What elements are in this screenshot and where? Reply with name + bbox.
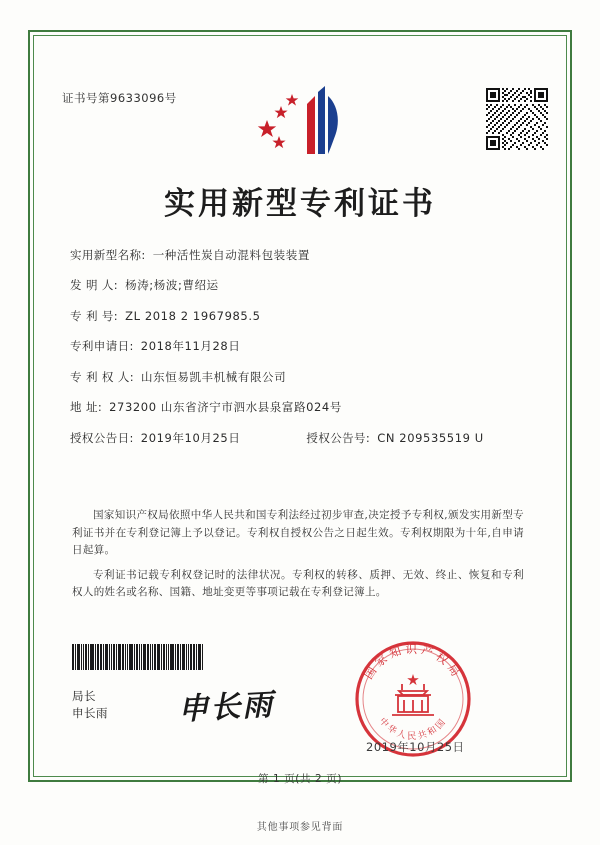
certificate-fields <box>70 248 532 461</box>
field-row-grant-announcement <box>70 431 532 446</box>
paragraph-1: 国家知识产权局依照中华人民共和国专利法经过初步审查,决定授予专利权,颁发实用新型专利证书并在专利登记簿上予以登记。专利权自授权公告之日起生效。专利权期限为十年,自申请日起算。 <box>72 509 524 556</box>
field-label: 地 址: <box>70 400 103 415</box>
director-name: 申长雨 <box>72 706 108 720</box>
field-label: 专 利 号: <box>70 308 119 323</box>
field-label-grant-date: 授权公告日: <box>70 430 134 445</box>
field-label: 发 明 人: <box>70 278 119 293</box>
field-row-address <box>70 400 532 415</box>
field-label: 专利申请日: <box>70 339 134 354</box>
field-label: 实用新型名称: <box>70 248 146 262</box>
qr-code-icon <box>486 88 548 150</box>
page-title: 实用新型专利证书 <box>164 186 436 222</box>
field-row-patent-number <box>70 309 532 324</box>
field-value: ZL 2018 2 1967985.5 <box>125 308 261 323</box>
field-row-patentee <box>70 370 532 385</box>
field-value: 一种活性炭自动混料包装装置 <box>152 248 310 262</box>
director-label: 局长 <box>72 689 96 703</box>
field-value-grant-date: 2019年10月25日 <box>140 430 241 445</box>
svg-text:国家知识产权局: 国家知识产权局 <box>361 642 465 682</box>
svg-text:中华人民共和国: 中华人民共和国 <box>376 716 450 742</box>
field-value: 273200 山东省济宁市泗水县泉富路024号 <box>109 400 342 415</box>
seal-date: 2019年10月25日 <box>366 740 465 754</box>
footnote: 其他事项参见背面 <box>256 822 344 833</box>
field-value: 杨涛;杨波;曹绍运 <box>125 278 219 293</box>
field-row-inventor <box>70 278 532 293</box>
field-row-application-date <box>70 339 532 354</box>
field-value-grant-number: CN 209535519 U <box>377 430 484 445</box>
field-value: 2018年11月28日 <box>140 339 241 354</box>
paragraph-2: 专利证书记载专利权登记时的法律状况。专利权的转移、质押、无效、终止、恢复和专利权人的姓名或名称、国籍、地址变更等事项记载在专利登记簿上。 <box>72 568 524 598</box>
page-number: 第 1 页(共 2 页) <box>257 773 343 785</box>
director-title-block <box>72 688 108 722</box>
field-row-utility-model-name <box>70 248 532 263</box>
legal-text <box>72 507 524 609</box>
field-label: 专 利 权 人: <box>70 369 135 384</box>
director-signature: 申长雨 <box>177 687 276 728</box>
barcode-icon <box>72 644 220 670</box>
certificate-number: 证书号第9633096号 <box>62 91 177 105</box>
field-value: 山东恒易凯丰机械有限公司 <box>141 369 287 384</box>
field-label-grant-number: 授权公告号: <box>306 430 371 445</box>
patent-office-logo-icon <box>255 82 341 166</box>
